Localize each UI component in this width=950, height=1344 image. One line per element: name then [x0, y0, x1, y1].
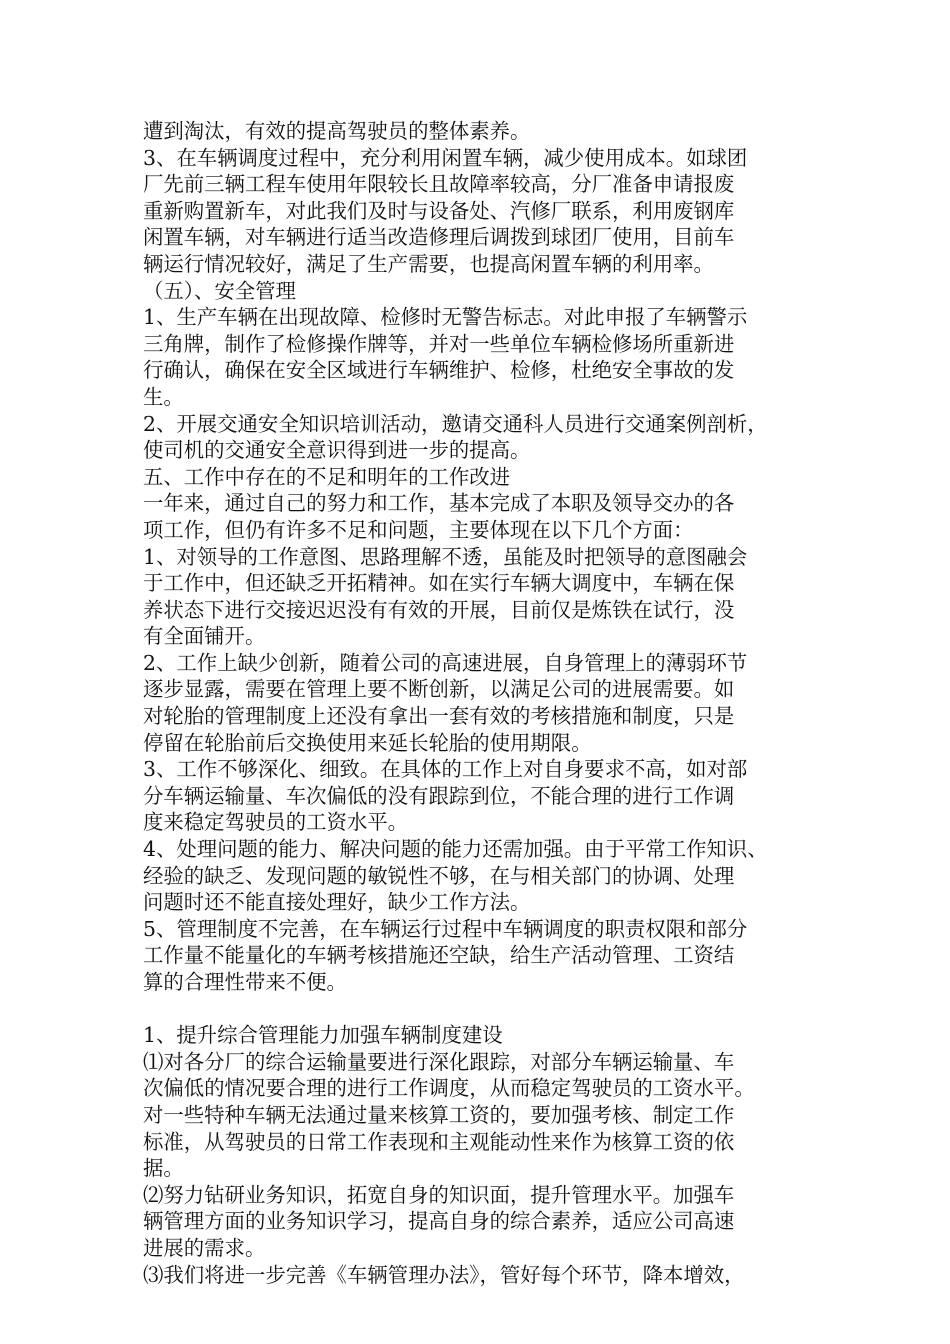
- text-line: 次偏低的情况要合理的进行工作调度，从而稳定驾驶员的工资水平。: [143, 1076, 755, 1101]
- text-line: 一年来，通过自己的努力和工作，基本完成了本职及领导交办的各: [143, 491, 735, 516]
- text-line: 对轮胎的管理制度上还没有拿出一套有效的考核措施和制度，只是: [143, 704, 735, 729]
- text-line: 1、提升综合管理能力加强车辆制度建设: [143, 1023, 503, 1048]
- text-line: 标准，从驾驶员的日常工作表现和主观能动性来作为核算工资的依: [143, 1129, 735, 1154]
- text-line: ⑵努力钻研业务知识，拓宽自身的知识面，提升管理水平。加强车: [143, 1182, 735, 1207]
- text-line: 1、生产车辆在出现故障、检修时无警告标志。对此申报了车辆警示: [143, 305, 748, 330]
- text-line: ⑴对各分厂的综合运输量要进行深化跟踪，对部分车辆运输量、车: [143, 1049, 735, 1074]
- body-text: [143, 118, 823, 1288]
- text-line: 经验的缺乏、发现问题的敏锐性不够，在与相关部门的协调、处理: [143, 863, 735, 888]
- text-line: 问题时还不能直接处理好，缺少工作方法。: [143, 890, 531, 915]
- text-line: 对一些特种车辆无法通过量来核算工资的，要加强考核、制定工作: [143, 1102, 735, 1127]
- text-line: 3、在车辆调度过程中，充分利用闲置车辆，减少使用成本。如球团: [143, 145, 748, 170]
- text-line: 行确认，确保在安全区域进行车辆维护、检修，杜绝安全事故的发: [143, 358, 735, 383]
- text-line: 逐步显露，需要在管理上要不断创新，以满足公司的进展需要。如: [143, 677, 735, 702]
- text-line: 辆运行情况较好，满足了生产需要，也提高闲置车辆的利用率。: [143, 251, 714, 276]
- text-line: 2、开展交通安全知识培训活动，邀请交通科人员进行交通案例剖析，: [143, 411, 768, 436]
- text-line: 三角牌，制作了检修操作牌等，并对一些单位车辆检修场所重新进: [143, 331, 735, 356]
- text-line: 1、对领导的工作意图、思路理解不透，虽能及时把领导的意图融会: [143, 544, 748, 569]
- text-line: 闲置车辆，对车辆进行适当改造修理后调拨到球团厂使用，目前车: [143, 225, 735, 250]
- blank-line: [143, 996, 823, 1023]
- text-line: 于工作中，但还缺乏开拓精神。如在实行车辆大调度中，车辆在保: [143, 571, 735, 596]
- text-line: ⑶我们将进一步完善《车辆管理办法》，管好每个环节，降本增效，: [143, 1262, 745, 1287]
- text-line: 辆管理方面的业务知识学习，提高自身的综合素养，适应公司高速: [143, 1209, 735, 1234]
- text-line: 算的合理性带来不便。: [143, 970, 347, 994]
- text-line: 进展的需求。: [143, 1235, 266, 1260]
- text-line: 2、工作上缺少创新，随着公司的高速进展，自身管理上的薄弱环节: [143, 650, 748, 675]
- text-line: 养状态下进行交接迟迟没有有效的开展，目前仅是炼铁在试行，没: [143, 597, 735, 622]
- text-line: 工作量不能量化的车辆考核措施还空缺，给生产活动管理、工资结: [143, 943, 735, 968]
- text-line: 有全面铺开。: [143, 624, 266, 649]
- text-line: 分车辆运输量、车次偏低的没有跟踪到位，不能合理的进行工作调: [143, 783, 735, 808]
- text-line: 5、管理制度不完善，在车辆运行过程中车辆调度的职责权限和部分: [143, 916, 748, 941]
- text-line: 停留在轮胎前后交换使用来延长轮胎的使用期限。: [143, 730, 592, 755]
- text-line: （五）、安全管理: [143, 278, 296, 303]
- text-line: 五、工作中存在的不足和明年的工作改进: [143, 464, 511, 489]
- text-line: 3、工作不够深化、细致。在具体的工作上对自身要求不高，如对部: [143, 757, 748, 782]
- text-line: 4、处理问题的能力、解决问题的能力还需加强。由于平常工作知识、: [143, 837, 768, 862]
- text-line: 遭到淘汰，有效的提高驾驶员的整体素养。: [143, 119, 531, 143]
- text-line: 度来稳定驾驶员的工资水平。: [143, 810, 409, 835]
- text-line: 重新购置新车，对此我们及时与设备处、汽修厂联系，利用废钢库: [143, 198, 735, 223]
- text-line: 项工作，但仍有许多不足和问题，主要体现在以下几个方面：: [143, 517, 694, 542]
- text-line: 据。: [143, 1156, 184, 1181]
- text-line: 使司机的交通安全意识得到进一步的提高。: [143, 438, 531, 463]
- text-line: 厂先前三辆工程车使用年限较长且故障率较高，分厂准备申请报废: [143, 172, 735, 197]
- text-line: 生。: [143, 384, 184, 409]
